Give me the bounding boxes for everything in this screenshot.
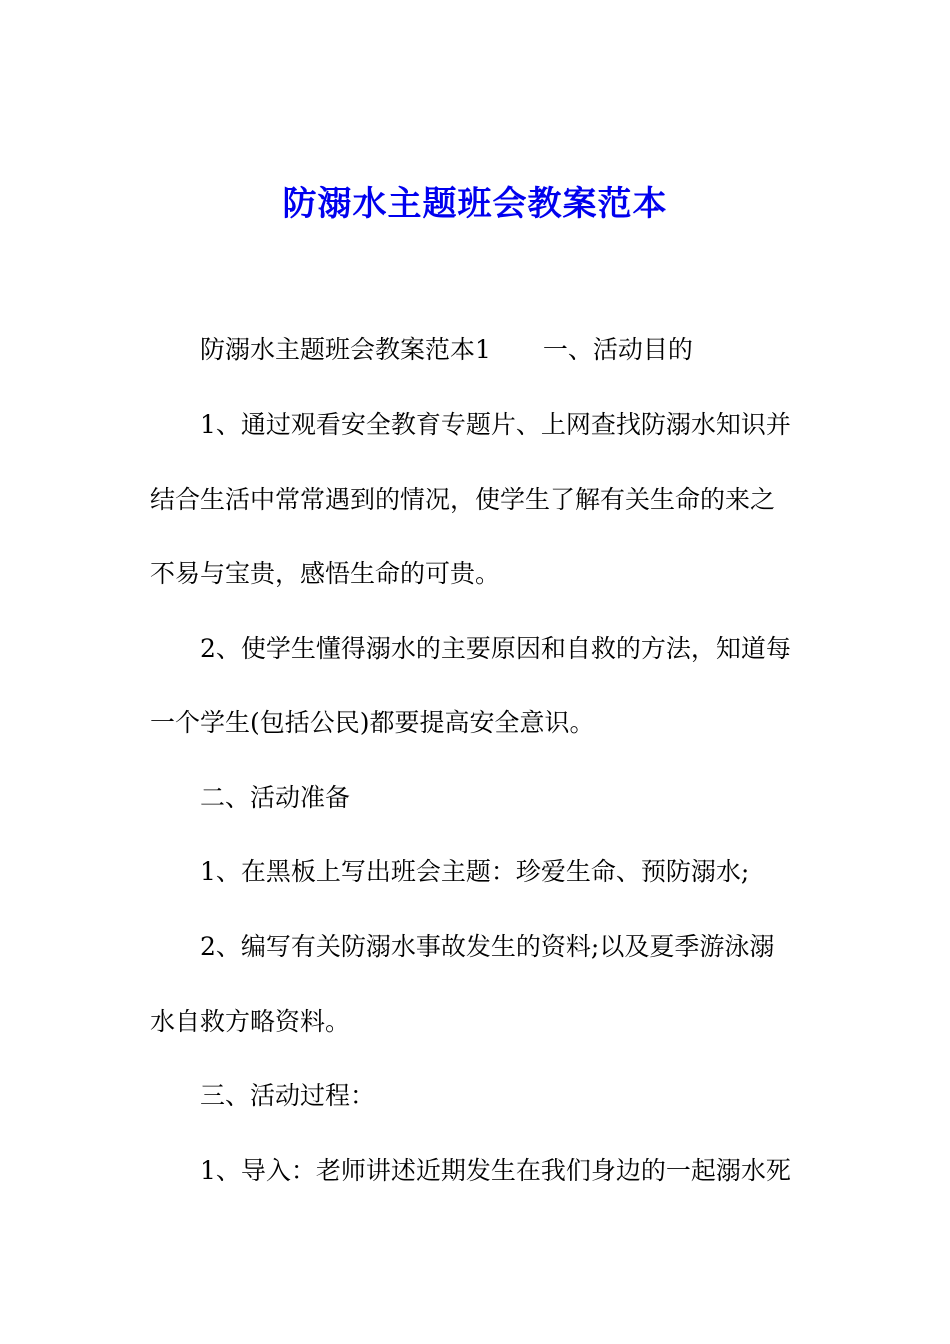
section-heading: 一、活动目的	[542, 335, 693, 364]
text-line: 不易与宝贵，感悟生命的可贵。	[150, 559, 501, 588]
section-heading: 二、活动准备	[200, 783, 351, 812]
text-line: 一个学生(包括公民)都要提高安全意识。	[150, 708, 595, 737]
text-line	[200, 330, 810, 370]
text-line: 结合生活中常常遇到的情况，使学生了解有关生命的来之	[150, 485, 776, 514]
text-line: 1、导入：老师讲述近期发生在我们身边的一起溺水死	[200, 1156, 791, 1185]
text-line: 水自救方略资料。	[150, 1007, 351, 1036]
text-line: 2、使学生懂得溺水的主要原因和自救的方法，知道每	[200, 634, 791, 663]
text-line: 1、在黑板上写出班会主题：珍爱生命、预防溺水;	[200, 857, 750, 886]
text-line: 1、通过观看安全教育专题片、上网查找防溺水知识并	[200, 410, 791, 439]
document-title: 防溺水主题班会教案范本	[282, 184, 668, 224]
section-heading: 三、活动过程：	[200, 1081, 376, 1110]
text-line: 2、编写有关防溺水事故发生的资料;以及夏季游泳溺	[200, 932, 775, 961]
section-heading: 防溺水主题班会教案范本1	[200, 335, 491, 364]
